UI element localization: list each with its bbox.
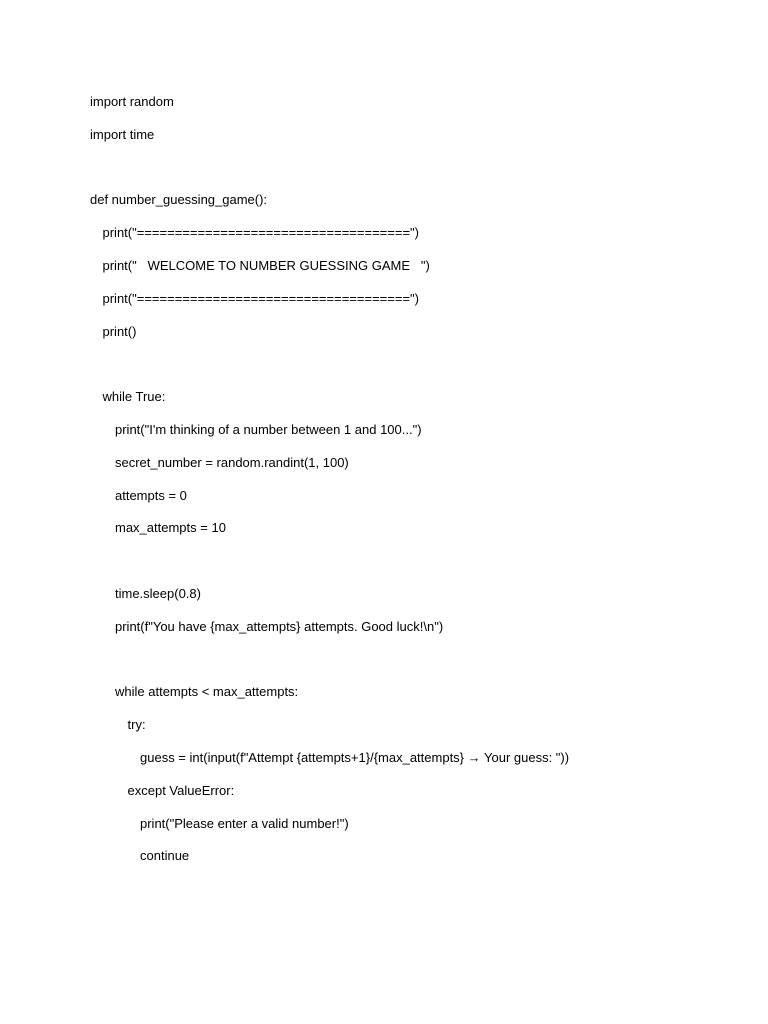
blank-line: [90, 159, 730, 192]
code-block: [90, 93, 730, 880]
code-line: def number_guessing_game():: [90, 192, 268, 208]
code-line: print("===================================="): [102, 290, 419, 306]
blank-line: [90, 552, 730, 585]
code-line: secret_number = random.randint(1, 100): [115, 454, 349, 470]
code-line: print(" WELCOME TO NUMBER GUESSING GAME "): [102, 257, 430, 273]
code-line: continue: [140, 848, 190, 864]
blank-line: [90, 651, 730, 684]
code-line: while attempts < max_attempts:: [115, 684, 299, 700]
code-line: except ValueError:: [127, 782, 235, 798]
code-line: guess = int(input(f"Attempt {attempts+1}/{max_attempts} → Your guess: ")): [140, 749, 570, 765]
code-line: print("I'm thinking of a number between 1 and 100..."): [115, 421, 422, 437]
code-line: while True:: [102, 389, 166, 405]
blank-line: [90, 355, 730, 388]
code-line: max_attempts = 10: [115, 520, 226, 536]
code-line: time.sleep(0.8): [115, 585, 201, 601]
code-line: try:: [127, 717, 146, 733]
code-line: print("Please enter a valid number!"): [140, 815, 349, 831]
code-line: attempts = 0: [115, 487, 187, 503]
code-line: print(f"You have {max_attempts} attempts. Good luck!\n"): [115, 618, 444, 634]
code-line: import random: [90, 94, 174, 109]
code-line: print(): [102, 323, 137, 339]
code-line: print("===================================="): [102, 225, 419, 241]
code-line: import time: [90, 126, 155, 142]
